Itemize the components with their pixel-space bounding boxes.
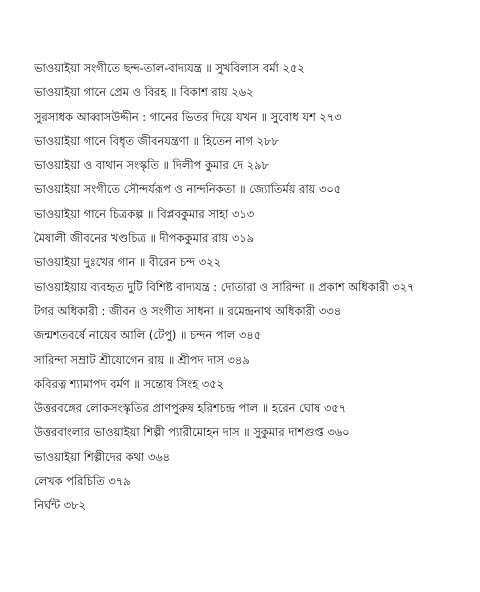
toc-entry: ভাওয়াইয়া গানে চিত্রকল্প ॥ বিপ্লবকুমার সাহা ৩১৩ <box>34 206 255 221</box>
toc-entry: সুরসাধক আব্বাসউদ্দীন : গানের ভিতর দিয়ে যখন ॥ সুবোধ যশ ২৭৩ <box>34 109 342 124</box>
toc-entry: ভাওয়াইয়া সংগীতে সৌন্দর্যরূপ ও নান্দনিকতা ॥ জ্যোতির্ময় রায় ৩০৫ <box>34 182 342 197</box>
toc-entry: কবিরত্ন শ্যামাপদ বর্মণ ॥ সন্তোষ সিংহ ৩৫২ <box>34 376 225 391</box>
toc-entry: উত্তরবঙ্গের লোকসংস্কৃতির প্রাণপুরুষ হরিশচন্দ্র পাল ॥ হরেন ঘোষ ৩৫৭ <box>34 401 347 416</box>
toc-entry: ভাওয়াইয়া সংগীতে ছন্দ-তাল-বাদ্যযন্ত্র ॥ সুখবিলাস বর্মা ২৫২ <box>34 61 305 75</box>
toc-entry: ভাওয়াইয়ায় ব্যবহৃত দুটি বিশিষ্ট বাদ্যযন্ত্র : দোতারা ও সারিন্দা ॥ প্রকাশ অধিকারী ৩২৭ <box>34 279 415 294</box>
toc-entry: লেখক পরিচিতি ৩৭৯ <box>34 474 131 489</box>
toc-entry: মৈষালী জীবনের খণ্ডচিত্র ॥ দীপককুমার রায় ৩১৯ <box>34 231 255 246</box>
toc-entry: ভাওয়াইয়া গানে বিধৃত জীবনযন্ত্রণা ॥ হিতেন নাগ ২৮৮ <box>34 133 279 148</box>
toc-entry: ভাওয়াইয়া গানে প্রেম ও বিরহ ॥ বিকাশ রায় ২৬২ <box>34 85 254 100</box>
toc-entry: নির্ঘন্ট ৩৮২ <box>34 498 86 513</box>
toc-entry: ভাওয়াইয়া দুঃখের গান ॥ বীরেন চন্দ ৩২২ <box>34 255 221 270</box>
toc-entry: টগর অধিকারী : জীবন ও সংগীত সাধনা ॥ রমেন্দ্রনাথ অধিকারী ৩৩৪ <box>34 303 342 318</box>
toc-entry: ভাওয়াইয়া ও বাথান সংস্কৃতি ॥ দিলীপ কুমার দে ২৯৮ <box>34 158 269 173</box>
toc-entry: উত্তরবাংলার ভাওয়াইয়া শিল্পী প্যারীমোহন দাস ॥ সুকুমার দাশগুপ্ত ৩৬০ <box>34 425 350 440</box>
toc-entry: ভাওয়াইয়া শিল্পীদের কথা ৩৬৪ <box>34 449 171 464</box>
toc-entry: জন্মশতবর্ষে নায়েব আলি (টেপু) ॥ চন্দন পাল ৩৪৫ <box>34 328 262 343</box>
toc-entry: সারিন্দা সম্রাট শ্রীযোগেন রায় ॥ শ্রীপদ দাস ৩৪৯ <box>34 352 250 367</box>
table-of-contents <box>34 56 474 518</box>
